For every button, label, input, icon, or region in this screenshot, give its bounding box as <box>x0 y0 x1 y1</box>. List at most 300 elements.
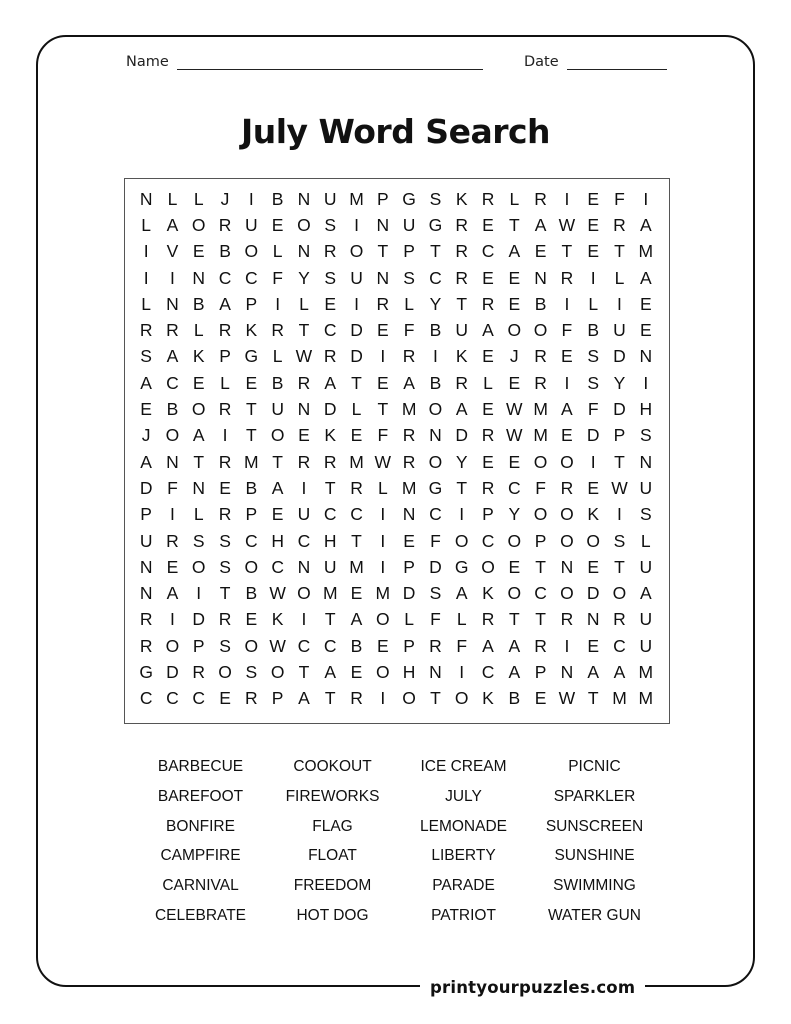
grid-letter[interactable]: C <box>297 530 311 551</box>
grid-letter[interactable]: L <box>588 293 599 314</box>
grid-letter[interactable]: M <box>638 241 654 262</box>
grid-letter[interactable]: E <box>376 320 389 341</box>
grid-letter[interactable]: R <box>481 293 495 314</box>
grid-letter[interactable]: R <box>534 635 547 656</box>
grid-letter[interactable]: O <box>297 583 311 604</box>
grid-letter[interactable]: A <box>140 451 152 472</box>
grid-letter[interactable]: R <box>218 451 232 472</box>
grid-letter[interactable]: T <box>614 556 625 577</box>
grid-letter[interactable]: L <box>193 504 204 525</box>
grid-letter[interactable]: M <box>638 688 654 709</box>
grid-letter[interactable]: R <box>560 477 574 498</box>
grid-letter[interactable]: I <box>564 372 570 393</box>
grid-letter[interactable]: I <box>380 530 386 551</box>
grid-letter[interactable]: R <box>166 320 179 341</box>
grid-letter[interactable]: R <box>534 346 547 367</box>
grid-letter[interactable]: E <box>140 399 152 420</box>
grid-letter[interactable]: E <box>271 504 284 525</box>
grid-letter[interactable]: O <box>428 399 443 420</box>
grid-letter[interactable]: U <box>297 504 311 525</box>
grid-letter[interactable]: U <box>455 320 469 341</box>
grid-letter[interactable]: R <box>613 214 626 235</box>
grid-letter[interactable]: C <box>297 635 311 656</box>
grid-letter[interactable]: A <box>219 293 231 314</box>
grid-letter[interactable]: R <box>166 530 179 551</box>
grid-letter[interactable]: E <box>534 241 547 262</box>
grid-letter[interactable]: E <box>245 609 258 630</box>
grid-letter[interactable]: S <box>219 635 231 656</box>
grid-letter[interactable]: D <box>139 477 153 498</box>
grid-letter[interactable]: E <box>508 451 521 472</box>
grid-letter[interactable]: C <box>481 241 495 262</box>
grid-letter[interactable]: M <box>401 399 417 420</box>
grid-letter[interactable]: U <box>639 477 653 498</box>
grid-letter[interactable]: C <box>323 635 337 656</box>
grid-letter[interactable]: F <box>535 477 546 498</box>
grid-letter[interactable]: N <box>429 425 442 446</box>
grid-letter[interactable]: M <box>401 477 417 498</box>
grid-letter[interactable]: R <box>560 267 574 288</box>
grid-letter[interactable]: I <box>275 293 281 314</box>
grid-letter[interactable]: A <box>561 399 573 420</box>
grid-letter[interactable]: R <box>402 346 416 367</box>
grid-letter[interactable]: M <box>375 583 391 604</box>
grid-letter[interactable]: U <box>271 399 284 420</box>
grid-letter[interactable]: O <box>612 583 627 604</box>
grid-letter[interactable]: M <box>349 451 364 472</box>
grid-letter[interactable]: M <box>638 661 654 682</box>
grid-letter[interactable]: B <box>534 293 547 314</box>
grid-letter[interactable]: K <box>587 504 600 525</box>
grid-letter[interactable]: C <box>481 661 495 682</box>
grid-letter[interactable]: O <box>560 583 574 604</box>
grid-letter[interactable]: R <box>323 241 337 262</box>
grid-letter[interactable]: T <box>351 530 362 551</box>
grid-letter[interactable]: E <box>245 372 258 393</box>
grid-letter[interactable]: A <box>166 214 179 235</box>
grid-letter[interactable]: N <box>429 661 442 682</box>
grid-letter[interactable]: K <box>324 425 337 446</box>
grid-letter[interactable]: N <box>560 556 574 577</box>
grid-letter[interactable]: I <box>617 293 622 314</box>
grid-letter[interactable]: I <box>459 504 465 525</box>
grid-letter[interactable]: R <box>350 688 363 709</box>
grid-letter[interactable]: C <box>323 504 337 525</box>
grid-letter[interactable]: D <box>429 556 442 577</box>
grid-letter[interactable]: C <box>429 504 442 525</box>
grid-letter[interactable]: F <box>430 609 441 630</box>
grid-letter[interactable]: B <box>508 688 521 709</box>
grid-letter[interactable]: U <box>639 635 653 656</box>
grid-letter[interactable]: T <box>272 451 283 472</box>
grid-letter[interactable]: G <box>139 661 153 682</box>
grid-letter[interactable]: E <box>587 188 600 209</box>
grid-letter[interactable]: U <box>323 556 337 577</box>
grid-letter[interactable]: Y <box>508 504 521 525</box>
grid-letter[interactable]: P <box>403 635 415 656</box>
grid-letter[interactable]: T <box>324 477 336 498</box>
grid-letter[interactable]: E <box>482 451 494 472</box>
grid-letter[interactable]: D <box>586 425 600 446</box>
grid-letter[interactable]: L <box>299 293 309 314</box>
grid-letter[interactable]: R <box>534 372 547 393</box>
grid-letter[interactable]: T <box>245 425 257 446</box>
grid-letter[interactable]: F <box>456 635 468 656</box>
grid-letter[interactable]: R <box>139 635 153 656</box>
grid-letter[interactable]: E <box>508 372 521 393</box>
grid-letter[interactable]: L <box>404 609 414 630</box>
grid-letter[interactable]: E <box>376 635 389 656</box>
grid-letter[interactable]: S <box>219 556 231 577</box>
grid-letter[interactable]: I <box>380 556 386 577</box>
grid-letter[interactable]: A <box>587 661 600 682</box>
grid-letter[interactable]: L <box>377 477 388 498</box>
grid-letter[interactable]: T <box>430 241 441 262</box>
grid-letter[interactable]: T <box>561 241 573 262</box>
grid-letter[interactable]: O <box>191 214 206 235</box>
grid-letter[interactable]: O <box>297 214 311 235</box>
grid-letter[interactable]: I <box>617 504 622 525</box>
grid-letter[interactable]: E <box>587 635 600 656</box>
grid-letter[interactable]: U <box>139 530 153 551</box>
grid-letter[interactable]: E <box>482 214 494 235</box>
grid-letter[interactable]: I <box>301 477 307 498</box>
grid-letter[interactable]: S <box>639 425 652 446</box>
grid-letter[interactable]: D <box>455 425 469 446</box>
grid-letter[interactable]: I <box>380 688 386 709</box>
grid-letter[interactable]: E <box>508 293 521 314</box>
grid-letter[interactable]: C <box>245 530 258 551</box>
grid-letter[interactable]: L <box>483 372 493 393</box>
grid-letter[interactable]: E <box>534 688 547 709</box>
grid-letter[interactable]: U <box>350 267 363 288</box>
grid-letter[interactable]: C <box>192 688 206 709</box>
grid-letter[interactable]: E <box>482 346 494 367</box>
grid-letter[interactable]: E <box>324 293 337 314</box>
grid-letter[interactable]: C <box>166 372 179 393</box>
grid-letter[interactable]: A <box>324 661 337 682</box>
grid-letter[interactable]: I <box>143 267 149 288</box>
grid-letter[interactable]: L <box>456 609 467 630</box>
grid-letter[interactable]: B <box>245 477 258 498</box>
grid-letter[interactable]: R <box>429 635 442 656</box>
grid-letter[interactable]: I <box>459 661 465 682</box>
grid-letter[interactable]: E <box>219 688 231 709</box>
grid-letter[interactable]: S <box>245 661 258 682</box>
grid-letter[interactable]: A <box>508 241 521 262</box>
grid-letter[interactable]: R <box>481 477 495 498</box>
grid-letter[interactable]: G <box>402 188 416 209</box>
grid-letter[interactable]: L <box>193 320 204 341</box>
grid-letter[interactable]: N <box>297 188 311 209</box>
grid-letter[interactable]: A <box>140 372 152 393</box>
grid-letter[interactable]: I <box>564 188 570 209</box>
grid-letter[interactable]: I <box>354 214 359 235</box>
grid-letter[interactable]: W <box>611 477 628 498</box>
name-line[interactable] <box>177 57 483 70</box>
grid-letter[interactable]: R <box>139 320 153 341</box>
grid-letter[interactable]: O <box>191 399 206 420</box>
grid-letter[interactable]: N <box>297 241 311 262</box>
grid-letter[interactable]: U <box>245 214 258 235</box>
grid-letter[interactable]: B <box>271 372 284 393</box>
grid-letter[interactable]: C <box>507 477 521 498</box>
grid-letter[interactable]: P <box>245 293 258 314</box>
grid-letter[interactable]: R <box>323 451 337 472</box>
grid-letter[interactable]: T <box>324 688 336 709</box>
grid-letter[interactable]: G <box>428 214 443 235</box>
grid-letter[interactable]: R <box>560 609 574 630</box>
grid-letter[interactable]: N <box>639 346 653 367</box>
grid-letter[interactable]: W <box>506 425 523 446</box>
grid-letter[interactable]: D <box>323 399 337 420</box>
grid-letter[interactable]: O <box>244 635 259 656</box>
grid-letter[interactable]: W <box>558 688 576 709</box>
grid-letter[interactable]: R <box>455 267 469 288</box>
grid-letter[interactable]: O <box>428 451 443 472</box>
grid-letter[interactable]: O <box>165 635 180 656</box>
grid-letter[interactable]: T <box>298 320 310 341</box>
grid-letter[interactable]: T <box>587 688 599 709</box>
grid-letter[interactable]: R <box>613 609 626 630</box>
grid-letter[interactable]: E <box>508 556 521 577</box>
grid-letter[interactable]: A <box>166 583 179 604</box>
grid-letter[interactable]: T <box>324 609 336 630</box>
grid-letter[interactable]: N <box>297 399 311 420</box>
grid-letter[interactable]: U <box>639 609 653 630</box>
grid-letter[interactable]: M <box>533 425 548 446</box>
grid-letter[interactable]: O <box>560 530 574 551</box>
grid-letter[interactable]: P <box>482 504 494 525</box>
grid-letter[interactable]: R <box>455 214 469 235</box>
grid-letter[interactable]: L <box>351 399 362 420</box>
grid-letter[interactable]: E <box>639 293 652 314</box>
grid-letter[interactable]: A <box>613 661 626 682</box>
grid-letter[interactable]: I <box>590 451 596 472</box>
grid-letter[interactable]: M <box>612 688 627 709</box>
grid-letter[interactable]: O <box>376 609 390 630</box>
grid-letter[interactable]: T <box>456 293 468 314</box>
grid-letter[interactable]: B <box>245 583 258 604</box>
grid-letter[interactable]: R <box>218 609 232 630</box>
grid-letter[interactable]: R <box>245 688 258 709</box>
grid-letter[interactable]: L <box>141 293 152 314</box>
grid-letter[interactable]: L <box>141 214 152 235</box>
grid-letter[interactable]: T <box>614 451 625 472</box>
grid-letter[interactable]: K <box>482 688 494 709</box>
grid-letter[interactable]: D <box>586 583 600 604</box>
grid-letter[interactable]: O <box>507 320 522 341</box>
grid-letter[interactable]: L <box>509 188 520 209</box>
grid-letter[interactable]: K <box>271 609 284 630</box>
grid-letter[interactable]: O <box>270 425 285 446</box>
grid-letter[interactable]: E <box>639 320 652 341</box>
grid-letter[interactable]: J <box>220 188 230 209</box>
grid-letter[interactable]: N <box>376 267 390 288</box>
grid-letter[interactable]: T <box>219 583 231 604</box>
grid-letter[interactable]: V <box>166 241 179 262</box>
grid-letter[interactable]: N <box>586 609 600 630</box>
grid-letter[interactable]: T <box>245 399 257 420</box>
grid-letter[interactable]: R <box>218 214 232 235</box>
grid-letter[interactable]: B <box>192 293 205 314</box>
grid-letter[interactable]: R <box>455 241 469 262</box>
grid-letter[interactable]: P <box>271 688 284 709</box>
grid-letter[interactable]: N <box>402 504 416 525</box>
grid-letter[interactable]: P <box>245 504 258 525</box>
grid-letter[interactable]: E <box>219 477 231 498</box>
grid-letter[interactable]: O <box>244 241 259 262</box>
name-field[interactable] <box>126 54 483 70</box>
grid-letter[interactable]: S <box>429 188 442 209</box>
grid-letter[interactable]: N <box>376 214 390 235</box>
grid-letter[interactable]: R <box>192 661 206 682</box>
grid-letter[interactable]: E <box>482 399 494 420</box>
grid-letter[interactable]: W <box>269 635 286 656</box>
grid-letter[interactable]: L <box>272 241 283 262</box>
grid-letter[interactable]: O <box>481 556 495 577</box>
grid-letter[interactable]: C <box>323 320 337 341</box>
grid-letter[interactable]: B <box>166 399 179 420</box>
grid-letter[interactable]: T <box>430 688 441 709</box>
grid-letter[interactable]: S <box>324 267 337 288</box>
grid-letter[interactable]: K <box>482 583 494 604</box>
grid-letter[interactable]: L <box>193 188 204 209</box>
grid-letter[interactable]: M <box>349 188 364 209</box>
grid-letter[interactable]: R <box>481 425 495 446</box>
grid-letter[interactable]: R <box>376 293 390 314</box>
grid-letter[interactable]: F <box>167 477 178 498</box>
grid-letter[interactable]: A <box>482 320 494 341</box>
grid-letter[interactable]: U <box>639 556 653 577</box>
grid-letter[interactable]: E <box>192 241 205 262</box>
grid-letter[interactable]: N <box>166 293 179 314</box>
grid-letter[interactable]: I <box>432 346 438 367</box>
grid-letter[interactable]: I <box>196 583 202 604</box>
grid-letter[interactable]: W <box>374 451 392 472</box>
grid-letter[interactable]: E <box>350 425 363 446</box>
grid-letter[interactable]: L <box>640 530 651 551</box>
grid-letter[interactable]: P <box>376 188 389 209</box>
grid-letter[interactable]: P <box>403 556 415 577</box>
grid-letter[interactable]: L <box>167 188 178 209</box>
grid-letter[interactable]: B <box>429 320 442 341</box>
grid-letter[interactable]: O <box>560 451 574 472</box>
grid-letter[interactable]: R <box>350 477 363 498</box>
grid-letter[interactable]: A <box>403 372 415 393</box>
grid-letter[interactable]: O <box>165 425 180 446</box>
grid-letter[interactable]: E <box>587 241 600 262</box>
grid-letter[interactable]: F <box>272 267 283 288</box>
grid-letter[interactable]: L <box>220 372 230 393</box>
grid-letter[interactable]: B <box>587 320 600 341</box>
grid-letter[interactable]: T <box>377 241 389 262</box>
grid-letter[interactable]: A <box>639 267 652 288</box>
grid-letter[interactable]: T <box>351 372 362 393</box>
grid-letter[interactable]: P <box>192 635 205 656</box>
grid-letter[interactable]: T <box>614 241 625 262</box>
grid-letter[interactable]: E <box>403 530 415 551</box>
grid-letter[interactable]: H <box>639 399 653 420</box>
grid-letter[interactable]: N <box>139 188 153 209</box>
grid-letter[interactable]: W <box>269 583 286 604</box>
grid-letter[interactable]: E <box>561 425 573 446</box>
grid-letter[interactable]: A <box>324 372 337 393</box>
grid-letter[interactable]: G <box>454 556 469 577</box>
grid-letter[interactable]: P <box>613 425 626 446</box>
grid-letter[interactable]: S <box>613 530 626 551</box>
grid-letter[interactable]: E <box>350 583 363 604</box>
grid-letter[interactable]: E <box>192 372 205 393</box>
grid-letter[interactable]: P <box>219 346 231 367</box>
grid-letter[interactable]: E <box>587 477 600 498</box>
grid-letter[interactable]: N <box>534 267 547 288</box>
grid-letter[interactable]: B <box>219 241 231 262</box>
grid-letter[interactable]: K <box>192 346 205 367</box>
grid-letter[interactable]: G <box>428 477 443 498</box>
grid-letter[interactable]: O <box>533 451 548 472</box>
grid-letter[interactable]: F <box>561 320 573 341</box>
grid-letter[interactable]: R <box>139 609 153 630</box>
grid-letter[interactable]: M <box>244 451 259 472</box>
date-field[interactable] <box>524 54 667 70</box>
grid-letter[interactable]: L <box>272 346 283 367</box>
grid-letter[interactable]: I <box>643 372 649 393</box>
grid-letter[interactable]: U <box>402 214 416 235</box>
grid-letter[interactable]: S <box>403 267 415 288</box>
grid-letter[interactable]: I <box>222 425 228 446</box>
grid-letter[interactable]: I <box>170 267 175 288</box>
grid-letter[interactable]: M <box>533 399 548 420</box>
grid-letter[interactable]: I <box>248 188 254 209</box>
grid-letter[interactable]: R <box>218 320 232 341</box>
grid-letter[interactable]: A <box>271 477 284 498</box>
grid-letter[interactable]: C <box>139 688 153 709</box>
grid-letter[interactable]: O <box>191 556 206 577</box>
grid-letter[interactable]: H <box>271 530 284 551</box>
grid-letter[interactable]: D <box>350 320 363 341</box>
grid-letter[interactable]: A <box>639 583 652 604</box>
grid-letter[interactable]: N <box>139 556 153 577</box>
grid-letter[interactable]: T <box>535 556 546 577</box>
grid-letter[interactable]: R <box>297 451 311 472</box>
grid-letter[interactable]: S <box>140 346 152 367</box>
grid-letter[interactable]: J <box>509 346 519 367</box>
grid-letter[interactable]: R <box>402 425 416 446</box>
grid-letter[interactable]: E <box>376 372 389 393</box>
grid-letter[interactable]: F <box>377 425 389 446</box>
grid-letter[interactable]: R <box>271 320 284 341</box>
grid-letter[interactable]: I <box>380 504 386 525</box>
grid-letter[interactable]: H <box>402 661 416 682</box>
grid-letter[interactable]: Y <box>429 293 442 314</box>
grid-letter[interactable]: P <box>534 661 547 682</box>
grid-letter[interactable]: A <box>508 661 521 682</box>
grid-letter[interactable]: R <box>534 188 547 209</box>
grid-letter[interactable]: O <box>349 241 364 262</box>
grid-letter[interactable]: G <box>244 346 259 367</box>
grid-letter[interactable]: O <box>218 661 232 682</box>
grid-letter[interactable]: T <box>456 477 468 498</box>
grid-letter[interactable]: F <box>614 188 625 209</box>
grid-letter[interactable]: C <box>218 267 232 288</box>
grid-letter[interactable]: T <box>508 609 520 630</box>
grid-letter[interactable]: D <box>402 583 416 604</box>
grid-letter[interactable]: P <box>140 504 152 525</box>
grid-letter[interactable]: N <box>297 556 311 577</box>
grid-letter[interactable]: T <box>298 661 310 682</box>
grid-letter[interactable]: W <box>295 346 313 367</box>
